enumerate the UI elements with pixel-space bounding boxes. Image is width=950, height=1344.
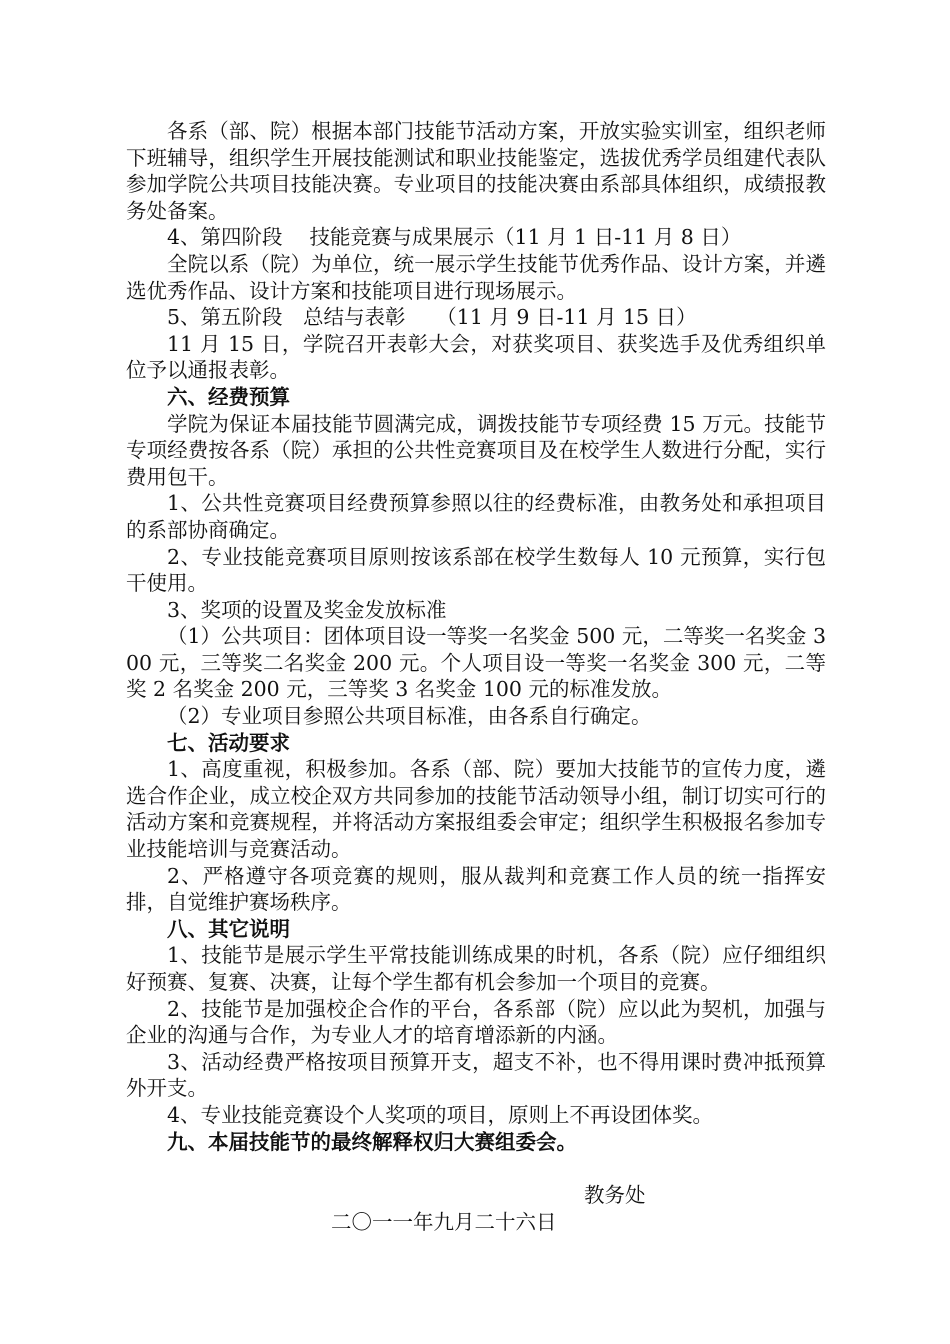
signature-office: 教务处	[584, 1183, 646, 1208]
paragraph: 2、专业技能竞赛项目原则按该系部在校学生数每人 10 元预算，实行包干使用。	[126, 544, 826, 596]
paragraph: 3、奖项的设置及奖金发放标准	[167, 597, 447, 622]
paragraph: （2）专业项目参照公共项目标准，由各系自行确定。	[167, 704, 652, 729]
paragraph: （1）公共项目：团体项目设一等奖一名奖金 500 元，二等奖一名奖金 300 元，三等奖二名奖金 200 元。个人项目设一等奖一名奖金 300 元，二等奖 2 名奖金 200 元，三等奖 3 名奖金 100 元的标准发放。	[126, 624, 826, 702]
paragraph: 4、第四阶段 技能竞赛与成果展示（11 月 1 日-11 月 8 日）	[167, 225, 742, 250]
section-heading: 八、其它说明	[167, 916, 290, 941]
paragraph: 4、专业技能竞赛设个人奖项的项目，原则上不再设团体奖。	[167, 1102, 714, 1127]
paragraph: 全院以系（院）为单位，统一展示学生技能节优秀作品、设计方案，并遴选优秀作品、设计方案和技能项目进行现场展示。	[126, 251, 826, 303]
paragraph: 1、公共性竞赛项目经费预算参照以往的经费标准，由教务处和承担项目的系部协商确定。	[126, 491, 826, 542]
paragraph: 5、第五阶段 总结与表彰 （11 月 9 日-11 月 15 日）	[167, 305, 697, 330]
paragraph: 学院为保证本届技能节圆满完成，调拨技能节专项经费 15 万元。技能节专项经费按各系（院）承担的公共性竞赛项目及在校学生人数进行分配，实行费用包干。	[126, 411, 826, 489]
document-body	[126, 118, 826, 1235]
spacer	[126, 1155, 826, 1182]
paragraph: 11 月 15 日，学院召开表彰大会，对获奖项目、获奖选手及优秀组织单位予以通报表彰。	[126, 331, 826, 383]
paragraph: 2、技能节是加强校企合作的平台，各系部（院）应以此为契机，加强与企业的沟通与合作，为专业人才的培育增添新的内涵。	[126, 996, 826, 1048]
paragraph: 各系（部、院）根据本部门技能节活动方案，开放实验实训室，组织老师下班辅导，组织学生开展技能测试和职业技能鉴定，选拔优秀学员组建代表队参加学院公共项目技能决赛。专业项目的技能决赛由系部具体组织，成绩报教务处备案。	[126, 119, 826, 223]
paragraph: 1、技能节是展示学生平常技能训练成果的时机，各系（院）应仔细组织好预赛、复赛、决赛，让每个学生都有机会参加一个项目的竞赛。	[126, 943, 826, 994]
signature-date: 二〇一一年九月二十六日	[331, 1209, 557, 1234]
section-heading: 六、经费预算	[167, 384, 290, 409]
paragraph: 2、严格遵守各项竞赛的规则，服从裁判和竞赛工作人员的统一指挥安排，自觉维护赛场秩序。	[126, 863, 826, 915]
paragraph: 3、活动经费严格按项目预算开支，超支不补，也不得用课时费冲抵预算外开支。	[126, 1049, 826, 1101]
paragraph-list	[126, 118, 826, 1155]
section-heading: 七、活动要求	[167, 730, 290, 755]
paragraph: 1、高度重视，积极参加。各系（部、院）要加大技能节的宣传力度，遴选合作企业，成立校企双方共同参加的技能节活动领导小组，制订切实可行的活动方案和竞赛规程，并将活动方案报组委会审定；组织学生积极报名参加专业技能培训与竞赛活动。	[126, 757, 826, 862]
section-heading: 九、本届技能节的最终解释权归大赛组委会。	[167, 1129, 577, 1154]
